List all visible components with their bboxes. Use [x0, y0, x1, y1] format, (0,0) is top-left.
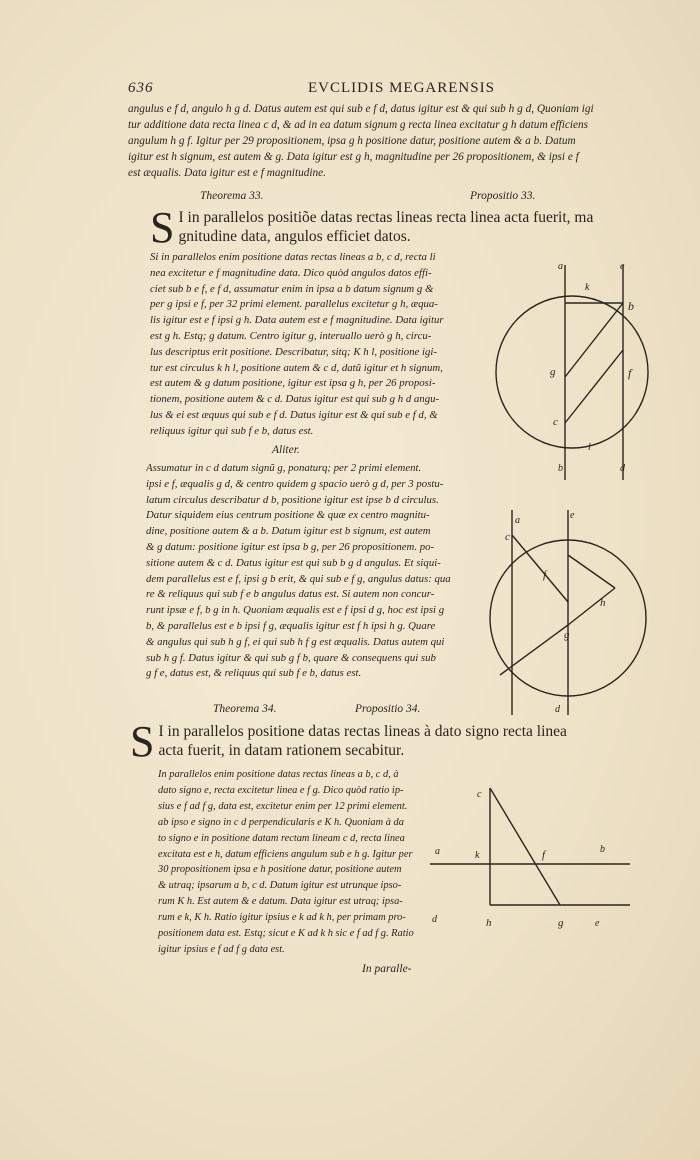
text-line: est æqualis. Data igitur est e f magnitudine.	[128, 166, 327, 179]
line-fh	[568, 555, 615, 588]
aliter-heading: Aliter.	[272, 444, 300, 456]
page-number: 636	[128, 80, 154, 96]
label-f: f	[543, 569, 547, 581]
proposition-34-label: Propositio 34.	[355, 703, 421, 715]
statement-line: gnitudine data, angulos efficiet datos.	[178, 228, 411, 245]
label-h: h	[600, 597, 606, 609]
text-line: In parallelos enim positione datas rectas lineas a b, c d, à	[158, 769, 399, 780]
text-line: 30 propositionem ipsa e h positione datur, positione autem	[158, 864, 402, 876]
page-header	[128, 80, 668, 102]
text-line: Datur siquidem eius centrum positione & quæ ex centro magnitu-	[146, 509, 430, 522]
text-line: sius e f ad f g, data est, excitetur enim per 12 primi element.	[158, 800, 408, 812]
text-line: re & reliquus qui sub f e b angulus datus est. Si autem non concur-	[146, 588, 435, 601]
text-line: dine, positione autem & a b. Datum igitur est b signum, est autem	[146, 525, 431, 538]
text-line: tionem, positione autem & c d. Datus igitur est qui sub g h d angu-	[150, 393, 440, 406]
text-line: sub h g f. Datus igitur & qui sub g f b, quare & consequens qui sub	[146, 651, 436, 664]
catchword: In paralle-	[362, 963, 412, 975]
line-dg	[500, 625, 568, 675]
label-a: a	[515, 515, 520, 526]
label-b2: b	[558, 463, 563, 474]
text-line: sitione autem & c d. Datus igitur est qui sub b g d angulus. Et siqui-	[146, 556, 441, 569]
text-line: lis igitur est e f ipsi g h. Data autem est e f magnitudine. Data igitur	[150, 314, 444, 327]
label-a: a	[558, 261, 563, 272]
text-line: & utraq; ipsarum a b, c d. Datum igitur est utrunque ipso-	[158, 880, 402, 892]
text-line: positionem data est. Estq; sicut e K ad k h sic e f ad f g. Ratio	[158, 928, 414, 940]
text-line: igitur est h signum, est autem & g. Data igitur est g h, magnitudine per 26 propositionem, & ipsi e f	[128, 150, 579, 163]
text-line: lus descriptus erit positione. Describatur, sitq; K h l, positione igi-	[150, 345, 438, 358]
label-f: f	[628, 366, 632, 380]
label-c: c	[505, 531, 510, 543]
line-gh	[565, 350, 623, 423]
text-line: g f e, datus est, & reliquus qui sub f e b, datus est.	[146, 667, 362, 680]
label-h: h	[486, 917, 492, 929]
text-line: & angulus qui sub h g f, ei qui sub h f g est æqualis. Datus autem qui	[146, 635, 445, 648]
label-c: c	[477, 789, 482, 800]
aliter-proof	[146, 461, 481, 682]
text-line: angulum h g f. Igitur per 29 propositionem, ipsa g h positione datur, positione autem & a b. Datum	[128, 134, 576, 147]
theorem-33-statement	[150, 208, 675, 247]
statement-line: acta fuerit, in datam rationem secabitur.	[158, 742, 405, 759]
label-g: g	[558, 917, 564, 929]
drop-cap: S	[130, 722, 155, 761]
line-efg	[490, 788, 560, 905]
label-k: k	[585, 282, 590, 293]
label-e: e	[620, 261, 625, 272]
text-line: reliquus igitur qui sub f e b, datus est.	[150, 424, 314, 437]
running-title: EVCLIDIS MEGARENSIS	[308, 80, 495, 96]
proof-34	[158, 767, 460, 958]
text-line: latum circulus describatur d b, positione igitur est ipse b d circulus.	[146, 493, 439, 506]
text-line: per g ipsi e f, per 32 primi element. parallelus excitetur g h, æqua-	[150, 298, 438, 311]
text-line: Si in parallelos enim positione datas rectas lineas a b, c d, recta li	[150, 251, 436, 263]
label-f: f	[542, 849, 546, 861]
text-line: nea excitetur e f magnitudine data. Dico quòd angulos datos effi-	[150, 266, 432, 279]
text-line: ab ipso e signo in c d perpendicularis e K h. Quoniam à da	[158, 816, 404, 828]
label-b: b	[628, 299, 634, 313]
statement-line: I in parallelos positione datas rectas lineas à dato signo recta linea	[158, 723, 567, 740]
text-line: angulus e f d, angulo h g d. Datus autem est qui sub e f d, datus igitur est & qui sub h g d, Quoniam igi	[128, 103, 594, 115]
statement-line: I in parallelos positiõe datas rectas lineas recta linea acta fuerit, ma	[178, 209, 594, 226]
figure-aliter	[480, 500, 660, 720]
text-line: to signo e in positione datam rectam lineam c d, recta linea	[158, 832, 405, 844]
text-line: rum K h. Est autem & e datum. Data igitur est utraq; ipsa-	[158, 896, 403, 908]
label-k: k	[475, 850, 480, 861]
label-d: d	[620, 463, 625, 474]
text-line: est autem & g datum positione, igitur est ipsa g h, per 26 proposi-	[150, 377, 436, 390]
text-line: excitata est e h, datum efficiens angulum sub e h g. Igitur per	[158, 848, 413, 860]
label-l: l	[588, 442, 591, 453]
line-gb	[568, 588, 615, 625]
drop-cap: S	[150, 208, 175, 247]
label-d: d	[555, 704, 560, 715]
text-line: igitur ipsius e f ad f g data est.	[158, 943, 285, 955]
text-line: lus & ei est æquus qui sub e f d. Datus igitur est & qui sub e f d, &	[150, 408, 438, 421]
figure-proposition-34	[430, 780, 630, 935]
text-line: b, & parallelus est e b ipsi f g, æqualis igitur est f h ipsi h g. Quare	[146, 619, 436, 632]
text-line: dato signo e, recta excitetur linea e f g. Dico quòd ratio ip-	[158, 784, 404, 796]
text-line: tur est circulus k h l, positione autem & c d, datũ igitur et h signum,	[150, 361, 443, 374]
text-line: Assumatur in c d datum signũ g, ponaturq; per 2 primi element.	[146, 462, 422, 474]
label-e: e	[595, 918, 600, 929]
theorem-34-label: Theorema 34.	[213, 703, 277, 715]
label-e: e	[570, 510, 575, 521]
text-line: dem parallelus est e f, ipsi g b erit, & qui sub e f g, angulus datus: qua	[146, 572, 451, 585]
text-line: & g datum: positione igitur est ipsa b g, per 26 propositionem. po-	[146, 540, 435, 553]
theorem-33-label: Theorema 33.	[200, 190, 264, 202]
intro-paragraph	[128, 102, 668, 182]
text-line: est g h. Estq; g datum. Centro igitur g, interuallo uerò g h, circu-	[150, 329, 432, 342]
figure-proposition-33	[490, 255, 670, 485]
label-a: a	[435, 846, 440, 857]
label-g: g	[564, 629, 570, 641]
text-line: ipsi e f, æqualis g d, & centro quidem g spacio uerò g d, per 3 postu-	[146, 477, 444, 490]
label-d: d	[432, 914, 437, 925]
theorem-34-statement	[130, 722, 675, 761]
proposition-33-label: Propositio 33.	[470, 190, 536, 202]
circle-khl	[496, 296, 648, 448]
label-b: b	[600, 844, 605, 855]
text-line: rum e k, K h. Ratio igitur ipsius e k ad k h, per primam pro-	[158, 912, 406, 924]
proof-33	[150, 250, 485, 440]
text-line: tur additione data recta linea c d, & ad in ea datum signum g recta linea excitatur g h datum efficiens	[128, 118, 589, 131]
label-c: c	[553, 416, 558, 428]
label-g: g	[550, 366, 556, 378]
text-line: ciet sub b e f, e f d, assumatur enim in ipsa a b datum signum g &	[150, 282, 434, 295]
line-ef	[565, 303, 623, 377]
text-line: runt ipsæ e f, b g in h. Quoniam æqualis est e f ipsi d g, hoc est ipsi g	[146, 604, 445, 617]
